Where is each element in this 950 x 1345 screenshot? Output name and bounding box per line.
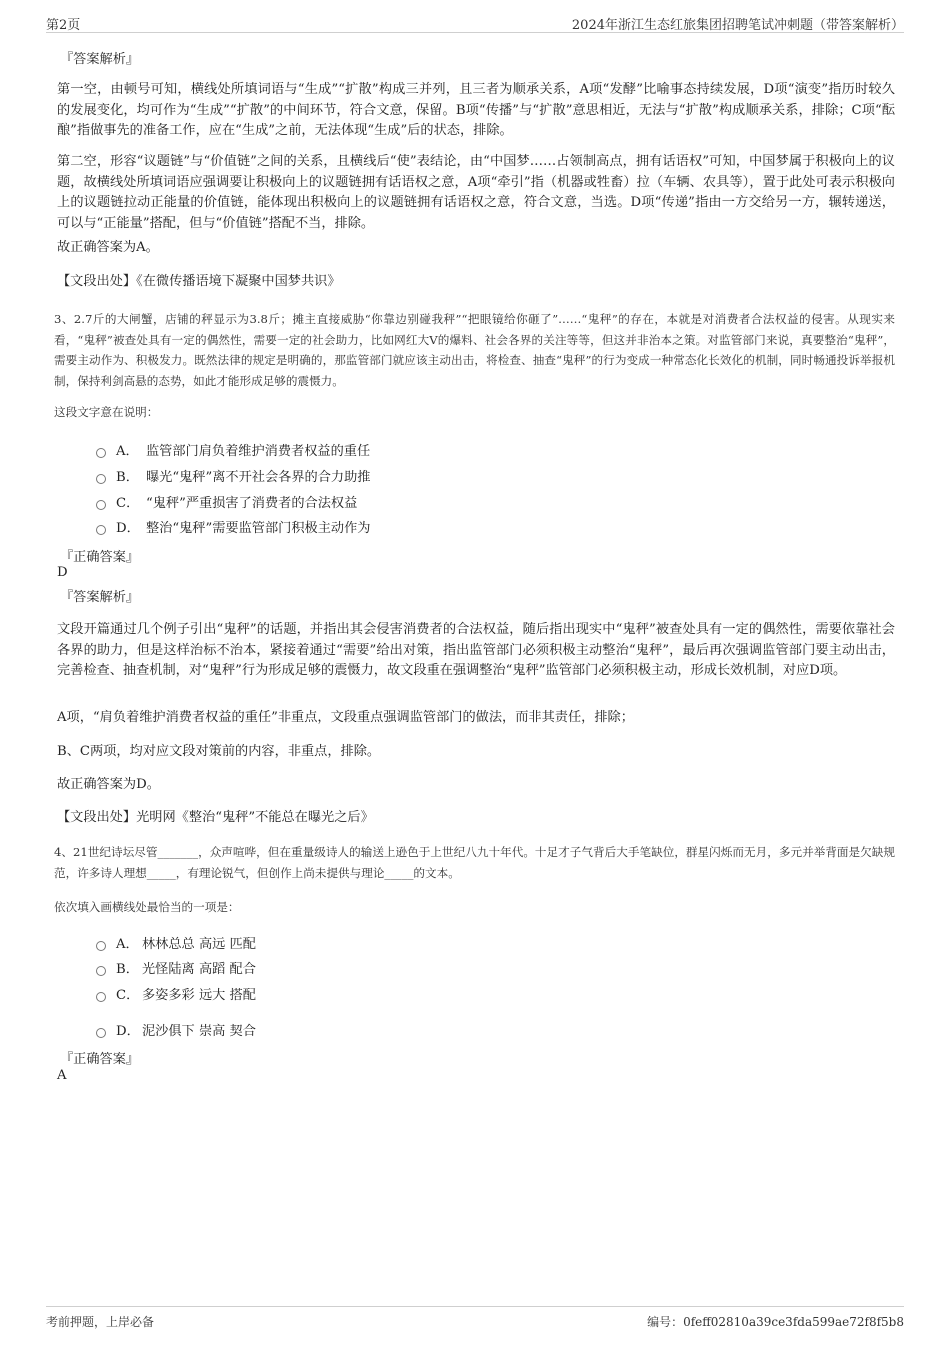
- q2-analysis-label: 『答案解析』: [60, 52, 140, 67]
- q3-option-a[interactable]: [96, 440, 370, 459]
- q4-option-a[interactable]: [96, 933, 256, 952]
- q3-analysis-label: 『答案解析』: [60, 590, 140, 605]
- option-text: 监管部门肩负着维护消费者权益的重任: [146, 444, 371, 459]
- q3-analysis-para1: 文段开篇通过几个例子引出“鬼秤”的话题，并指出其会侵害消费者的合法权益，随后指出现实中“鬼秤”被查处具有一定的偶然性，需要依靠社会各界的助力，但是这样治标不治本，紧接着通过“需要”给出对策，指出监管部门必须积极主动整治“鬼秤”，最后再次强调监管部门要主动出击，完善检查、抽查机制，对“鬼秤”行为形成足够的震慑力，故文段重在强调整治“鬼秤”监管部门必须积极主动，形成长效机制，对应D项。: [57, 622, 895, 678]
- option-text: 多姿多彩 远大 搭配: [142, 988, 256, 1003]
- option-letter: A．: [116, 937, 139, 952]
- q3-conclusion: 故正确答案为D。: [57, 777, 160, 792]
- radio-icon[interactable]: [96, 966, 106, 976]
- q3-answer-label: 『正确答案』: [60, 550, 140, 565]
- q2-source: 【文段出处】《在微传播语境下凝聚中国梦共识》: [57, 274, 341, 289]
- q3-source: 【文段出处】光明网《整治“鬼秤”不能总在曝光之后》: [57, 810, 374, 825]
- option-text: 整治“鬼秤”需要监管部门积极主动作为: [146, 521, 371, 536]
- q3-option-d[interactable]: [96, 517, 370, 536]
- option-letter: C．: [116, 496, 140, 511]
- q3-stem: 3、2.7斤的大闸蟹，店铺的秤显示为3.8斤；摊主直接威胁“你靠边别碰我秤”“把眼镜给你砸了”……“鬼秤”的存在，本就是对消费者合法权益的侵害。从现实来看，“鬼秤”被查处具有一定的偶然性，需要一定的社会助力，比如网红大V的爆料、社会各界的关注等等，但这并非治本之策。对监管部门来说，真要整治“鬼秤”，需要主动作为、积极发力。既然法律的规定是明确的，那监管部门就应该主动出击，将检查、抽查“鬼秤”的行为变成一种常态化长效化的机制，同时畅通投诉举报机制，保持利剑高悬的态势，如此才能形成足够的震慑力。: [54, 312, 895, 388]
- footer-serial: 编号：0feff02810a39ce3fda599ae72f8f5b8: [647, 1315, 904, 1329]
- option-text: 林林总总 高远 匹配: [142, 937, 256, 952]
- q3-option-c[interactable]: [96, 492, 357, 511]
- q2-analysis-para1: 第一空，由顿号可知，横线处所填词语与“生成”“扩散”构成三并列，且三者为顺承关系，A项“发酵”比喻事态持续发展，D项“演变”指历时较久的发展变化，均可作为“生成”“扩散”的中间环节，符合文意，保留。B项“传播”与“扩散”意思相近，无法与“扩散”构成顺承关系，排除；C项“酝酿”指做事先的准备工作，应在“生成”之前，无法体现“生成”后的状态，排除。: [57, 82, 895, 138]
- radio-icon[interactable]: [96, 500, 106, 510]
- q2-analysis-para2: 第二空，形容“议题链”与“价值链”之间的关系，且横线后“使”表结论，由“中国梦……占领制高点，拥有话语权”可知，中国梦属于积极向上的议题，故横线处所填词语应强调要让积极向上的议题链拥有话语权之意，A项“牵引”指（机器或牲畜）拉（车辆、农具等），置于此处可表示积极向上的议题链拉动正能量的价值链，能体现出积极向上的议题链拥有话语权之意，符合文意，当选。D项“传递”指由一方交给另一方，辗转递送，可以与“正能量”搭配，但与“价值链”搭配不当，排除。: [57, 154, 895, 231]
- option-text: 泥沙俱下 崇高 契合: [142, 1024, 256, 1039]
- radio-icon[interactable]: [96, 941, 106, 951]
- footer-divider: [46, 1306, 904, 1307]
- option-letter: D．: [116, 521, 140, 536]
- q3-answer: D: [57, 565, 68, 580]
- option-text: 光怪陆离 高蹈 配合: [142, 962, 256, 977]
- q3-analysis-para3: B、C两项，均对应文段对策前的内容，非重点，排除。: [57, 744, 381, 759]
- radio-icon[interactable]: [96, 1028, 106, 1038]
- q4-stem: 4、21世纪诗坛尽管_______，众声喧哗，但在重量级诗人的输送上逊色于上世纪八九十年代。十足才子气背后大手笔缺位，群星闪烁而无月，多元并举背面是欠缺规范，许多诗人理想_____，有理论锐气，但创作上尚未提供与理论_____的文本。: [54, 845, 895, 880]
- q4-option-b[interactable]: [96, 958, 256, 977]
- option-letter: B．: [116, 962, 139, 977]
- option-letter: A．: [116, 444, 139, 459]
- option-letter: B．: [116, 470, 139, 485]
- option-letter: D．: [116, 1024, 140, 1039]
- q4-prompt: 依次填入画横线处最恰当的一项是：: [54, 900, 240, 914]
- radio-icon[interactable]: [96, 992, 106, 1002]
- q2-conclusion: 故正确答案为A。: [57, 240, 159, 255]
- q4-answer: A: [57, 1068, 67, 1083]
- q4-option-d[interactable]: [96, 1020, 256, 1039]
- footer-note: 考前押题，上岸必备: [46, 1315, 155, 1329]
- q4-option-c[interactable]: [96, 984, 256, 1003]
- document-title: 2024年浙江生态红旅集团招聘笔试冲刺题（带答案解析）: [571, 18, 904, 33]
- radio-icon[interactable]: [96, 525, 106, 535]
- option-letter: C．: [116, 988, 140, 1003]
- q3-analysis-para2: A项，“肩负着维护消费者权益的重任”非重点，文段重点强调监管部门的做法，而非其责任，排除；: [57, 710, 634, 725]
- page-number: 第2页: [46, 18, 81, 33]
- radio-icon[interactable]: [96, 474, 106, 484]
- q4-answer-label: 『正确答案』: [60, 1052, 140, 1067]
- option-text: “鬼秤”严重损害了消费者的合法权益: [146, 496, 358, 511]
- header-divider: [46, 32, 904, 33]
- option-text: 曝光“鬼秤”离不开社会各界的合力助推: [146, 470, 371, 485]
- radio-icon[interactable]: [96, 448, 106, 458]
- q3-prompt: 这段文字意在说明：: [54, 405, 159, 419]
- q3-option-b[interactable]: [96, 466, 370, 485]
